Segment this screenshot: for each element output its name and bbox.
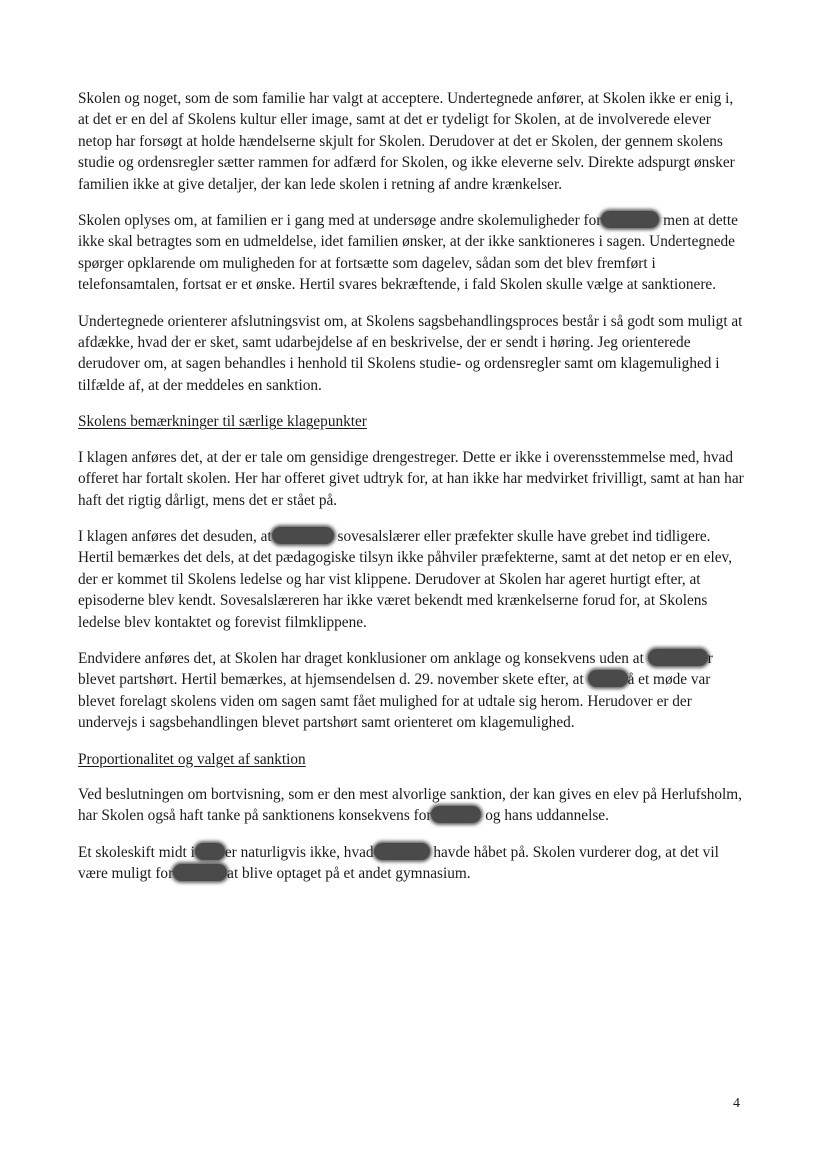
paragraph [78, 88, 746, 195]
redaction-mark [601, 211, 659, 228]
paragraph-text: og hans uddannelse. [481, 807, 609, 825]
page-number: 4 [733, 1096, 740, 1111]
paragraph-text: sovesalslærer eller præfekter skulle have grebet ind tidligere. Hertil bemærkes det dels, at det pædagogiske tilsyn ikke påhviler præfekterne, samt at det netop er en elev, der er kommet til Skolens ledelse og har vist klippene. Derudover at Skolen har ageret hurtigt efter, at episoderne blev kendt. Sovesalslæreren har ikke været bekendt med krænkelserne forud for, at Skolens ledelse blev kontaktet og forevist filmklippene. [78, 527, 733, 631]
paragraph-text: er naturligvis ikke, hvad [224, 843, 374, 861]
paragraph-text: Skolen oplyses om, at familien er i gang med at undersøge andre skolemuligheder for [78, 212, 602, 230]
redaction-mark [173, 864, 227, 881]
paragraph-text: r blevet partshørt. Hertil bemærkes, at hjemsendelsen d. 29. november skete efter, at [78, 649, 713, 689]
redaction-mark [431, 806, 481, 823]
paragraph-text: Et skoleskift midt i [78, 843, 195, 861]
paragraph-text: Endvidere anføres det, at Skolen har draget konklusioner om anklage og konsekvens uden at [78, 649, 648, 667]
redaction-mark [374, 843, 430, 860]
paragraph-text: Skolen og noget, som de som familie har valgt at acceptere. Undertegnede anfører, at Skolen ikke er enig i, at det er en del af Skolens kultur eller image, samt at det er tydeligt for Skolen, at de involverede elever netop har forsøgt at holde hændelserne skjult for Skolen. Derudover at det er Skolen, der gennem skolens studie og ordensregler sætter rammen for adfærd for Skolen, og ikke eleverne selv. Direkte adspurgt ønsker familien ikke at give detaljer, der kan lede skolen i retning af andre krænkelser. [78, 90, 735, 193]
redaction-mark [195, 843, 225, 860]
paragraph-text: I klagen anføres det, at der er tale om gensidige drengestreger. Dette er ikke i overensstemmelse med, hvad offeret har fortalt skolen. Her har offeret givet udtryk for, at han ikke har medvirket frivilligt, samt at han har haft det rigtig dårligt, mens det er stået på. [78, 448, 744, 509]
paragraph-text: å et møde var blevet forelagt skolens viden om sagen samt fået mulighed for at udtale sig herom. Herudover er der undervejs i sagsbehandlingen blevet partshørt samt orienteret om klagemulighed. [78, 671, 711, 732]
paragraph [78, 447, 746, 511]
redaction-mark [588, 670, 628, 687]
paragraph-text: Ved beslutningen om bortvisning, som er den mest alvorlige sanktion, der kan gives en elev på Herlufsholm, har Skolen også haft tanke på sanktionens konsekvens for [78, 785, 743, 825]
redaction-mark [272, 527, 334, 544]
paragraph [78, 311, 746, 397]
paragraph-text: I klagen anføres det desuden, at [78, 527, 272, 545]
paragraph-text: men at dette ikke skal betragtes som en udmeldelse, idet familien ønsker, at der ikke sanktioneres i sagen. Undertegnede spørger opklarende om muligheden for at fortsætte som dagelev, sådan som det blev fremført i telefonsamtalen, fortsat er et ønske. Hertil svares bekræftende, i fald Skolen skulle vælge at sanktionere. [78, 212, 738, 294]
section-heading: Skolens bemærkninger til særlige klagepunkter [78, 413, 367, 431]
redaction-mark [648, 649, 708, 666]
document-body [78, 88, 746, 900]
paragraph [78, 648, 746, 734]
paragraph-text: havde håbet på. Skolen vurderer dog, at det vil være muligt for [78, 843, 719, 883]
paragraph [78, 526, 746, 633]
paragraph [78, 842, 746, 885]
section-heading: Proportionalitet og valget af sanktion [78, 750, 306, 768]
paragraph-text: Undertegnede orienterer afslutningsvist om, at Skolens sagsbehandlingsproces består i så godt som muligt at afdække, hvad der er sket, samt udarbejdelse af en beskrivelse, der er sendt i høring. Jeg orienterede derudover om, at sagen behandles i henhold til Skolens studie- og ordensregler samt om klagemulighed i tilfælde af, at der meddeles en sanktion. [78, 312, 743, 394]
paragraph [78, 784, 746, 827]
paragraph-text: at blive optaget på et andet gymnasium. [227, 865, 471, 883]
paragraph [78, 210, 746, 296]
